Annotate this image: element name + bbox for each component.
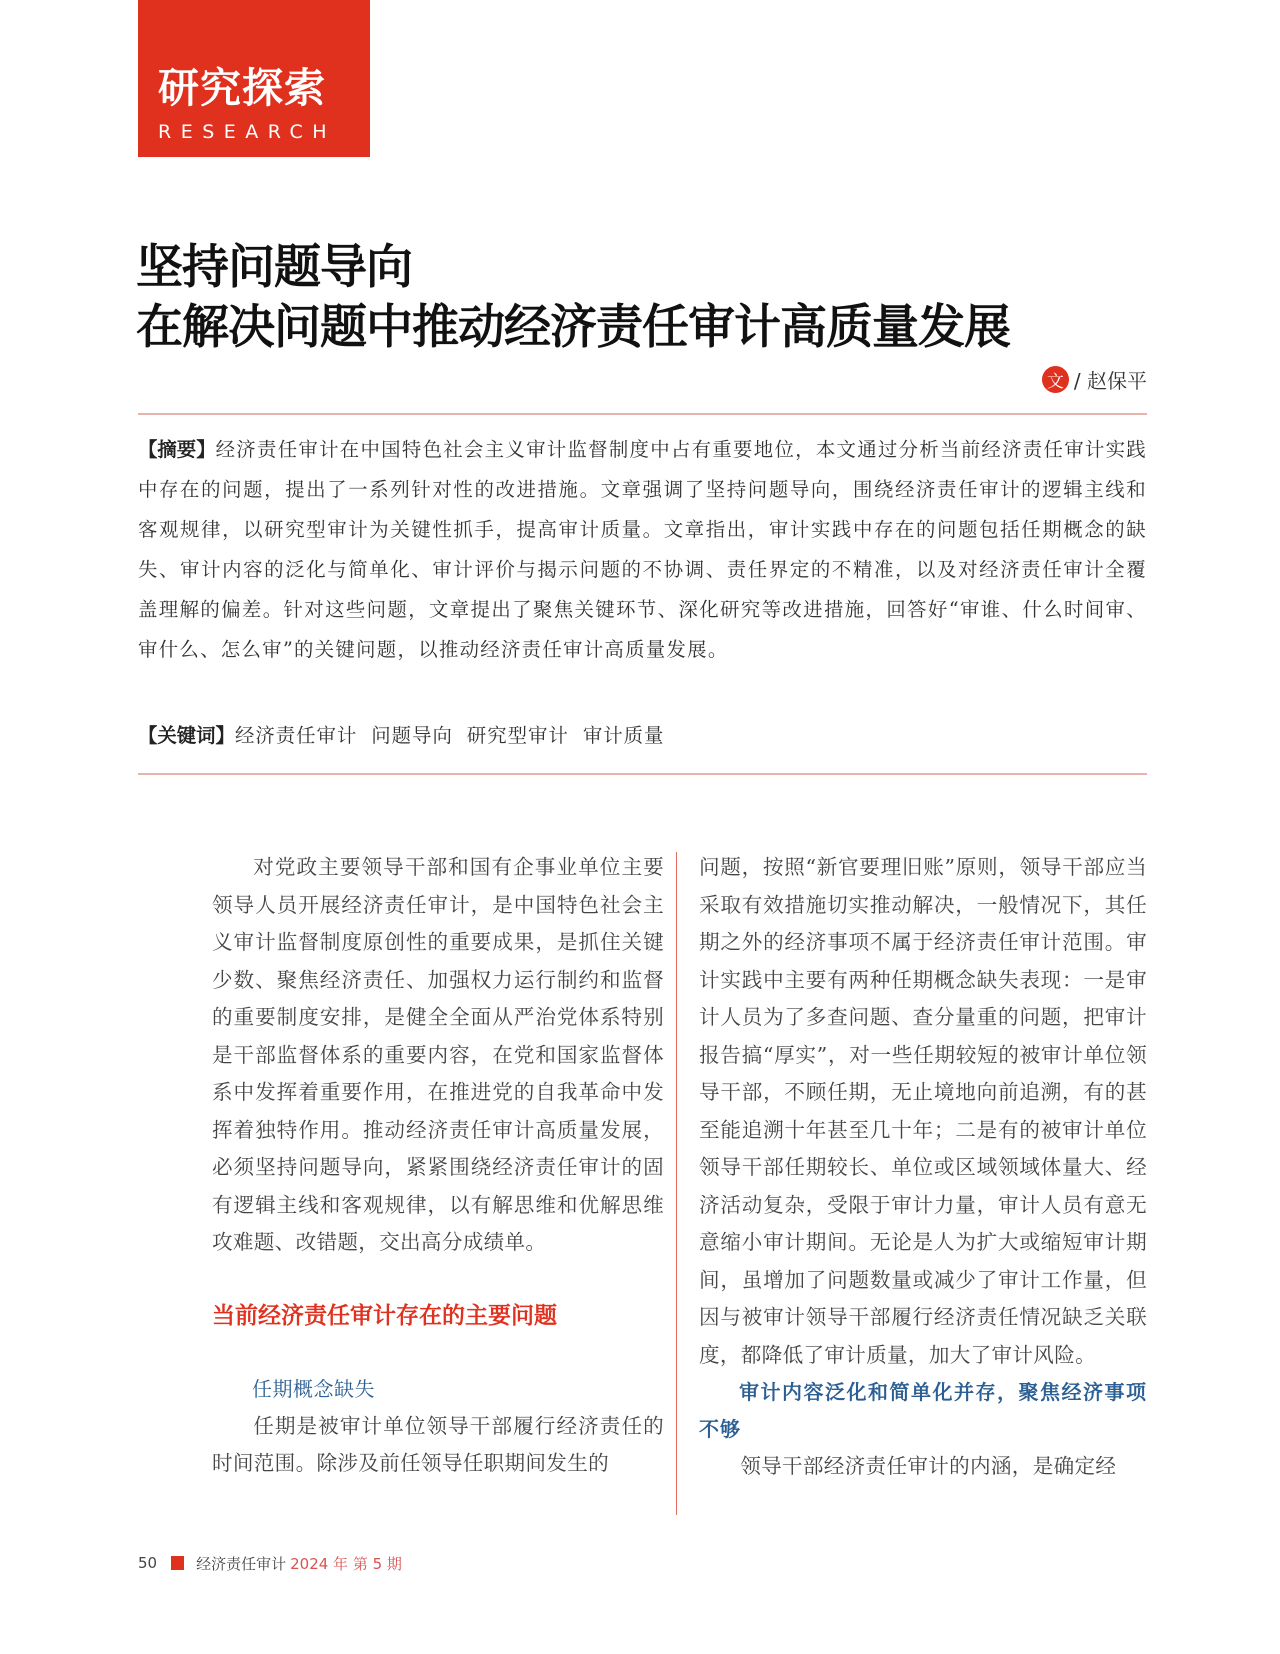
page-footer — [138, 1551, 402, 1575]
keyword: 审计质量 — [582, 724, 665, 747]
body-paragraph: 领导干部经济责任审计的内涵，是确定经 — [740, 1454, 1117, 1478]
keywords — [138, 716, 1147, 756]
abstract — [138, 430, 1147, 670]
section-heading: 当前经济责任审计存在的主要问题 — [212, 1302, 557, 1329]
column-divider — [676, 852, 677, 1515]
divider-top — [138, 413, 1147, 415]
title-line-1: 坚持问题导向 — [136, 240, 412, 295]
section-badge — [138, 0, 370, 157]
title-line-2: 在解决问题中推动经济责任审计高质量发展 — [136, 300, 1010, 355]
byline-marker-icon: 文 — [1042, 366, 1069, 393]
keyword: 问题导向 — [371, 724, 453, 747]
keyword: 经济责任审计 — [234, 724, 358, 747]
issue-info: 2024 年 第 5 期 — [290, 1554, 402, 1573]
body-column-right — [699, 849, 1147, 1486]
body-paragraph: 问题，按照“新官要理旧账”原则，领导干部应当采取有效措施切实推动解决，一般情况下，其任期之外的经济事项不属于经济责任审计范围。审计实践中主要有两种任期概念缺失表现：一是审计人员为了多查问题、查分量重的问题，把审计报告搞“厚实”，对一些任期较短的被审计单位领导干部，不顾任期，无止境地向前追溯，有的甚至能追溯十年甚至几十年；二是有的被审计单位领导干部任期较长、单位或区域领域体量大、经济活动复杂，受限于审计力量，审计人员有意无意缩小审计期间。无论是人为扩大或缩短审计期间，虽增加了问题数量或减少了审计工作量，但因与被审计领导干部履行经济责任情况缺乏关联度，都降低了审计质量，加大了审计风险。 — [699, 855, 1147, 1367]
byline — [1042, 364, 1147, 394]
article-title — [136, 238, 1156, 358]
body-column-left — [212, 849, 664, 1483]
journal-name: 经济责任审计 — [196, 1554, 287, 1573]
keyword: 研究型审计 — [466, 724, 569, 747]
divider-bottom — [138, 773, 1147, 775]
red-square-icon — [171, 1556, 184, 1570]
keywords-label: 【关键词】 — [138, 724, 235, 747]
abstract-label: 【摘要】 — [138, 438, 216, 461]
body-paragraph: 对党政主要领导干部和国有企事业单位主要领导人员开展经济责任审计，是中国特色社会主义审计监督制度原创性的重要成果，是抓住关键少数、聚焦经济责任、加强权力运行制约和监督的重要制度安排，是健全全面从严治党体系特别是干部监督体系的重要内容，在党和国家监督体系中发挥着重要作用，在推进党的自我革命中发挥着独特作用。推动经济责任审计高质量发展，必须坚持问题导向，紧紧围绕经济责任审计的固有逻辑主线和客观规律，以有解思维和优解思维攻难题、改错题，交出高分成绩单。 — [212, 855, 664, 1254]
abstract-text: 经济责任审计在中国特色社会主义审计监督制度中占有重要地位，本文通过分析当前经济责任审计实践中存在的问题，提出了一系列针对性的改进措施。文章强调了坚持问题导向，围绕经济责任审计的逻辑主线和客观规律，以研究型审计为关键性抓手，提高审计质量。文章指出，审计实践中存在的问题包括任期概念的缺失、审计内容的泛化与简单化、审计评价与揭示问题的不协调、责任界定的不精准，以及对经济责任审计全覆盖理解的偏差。针对这些问题，文章提出了聚焦关键环节、深化研究等改进措施，回答好“审谁、什么时间审、审什么、怎么审”的关键问题，以推动经济责任审计高质量发展。 — [138, 438, 1147, 661]
subsection-heading: 审计内容泛化和简单化并存，聚焦经济事项不够 — [699, 1380, 1147, 1441]
section-title-cn: 研究探索 — [158, 64, 326, 112]
section-title-en: RESEARCH — [158, 121, 337, 143]
subsection-heading: 任期概念缺失 — [252, 1376, 375, 1401]
page-number: 50 — [138, 1554, 158, 1572]
body-paragraph: 任期是被审计单位领导干部履行经济责任的时间范围。除涉及前任领导任职期间发生的 — [212, 1413, 664, 1475]
byline-author: / 赵保平 — [1073, 368, 1147, 393]
